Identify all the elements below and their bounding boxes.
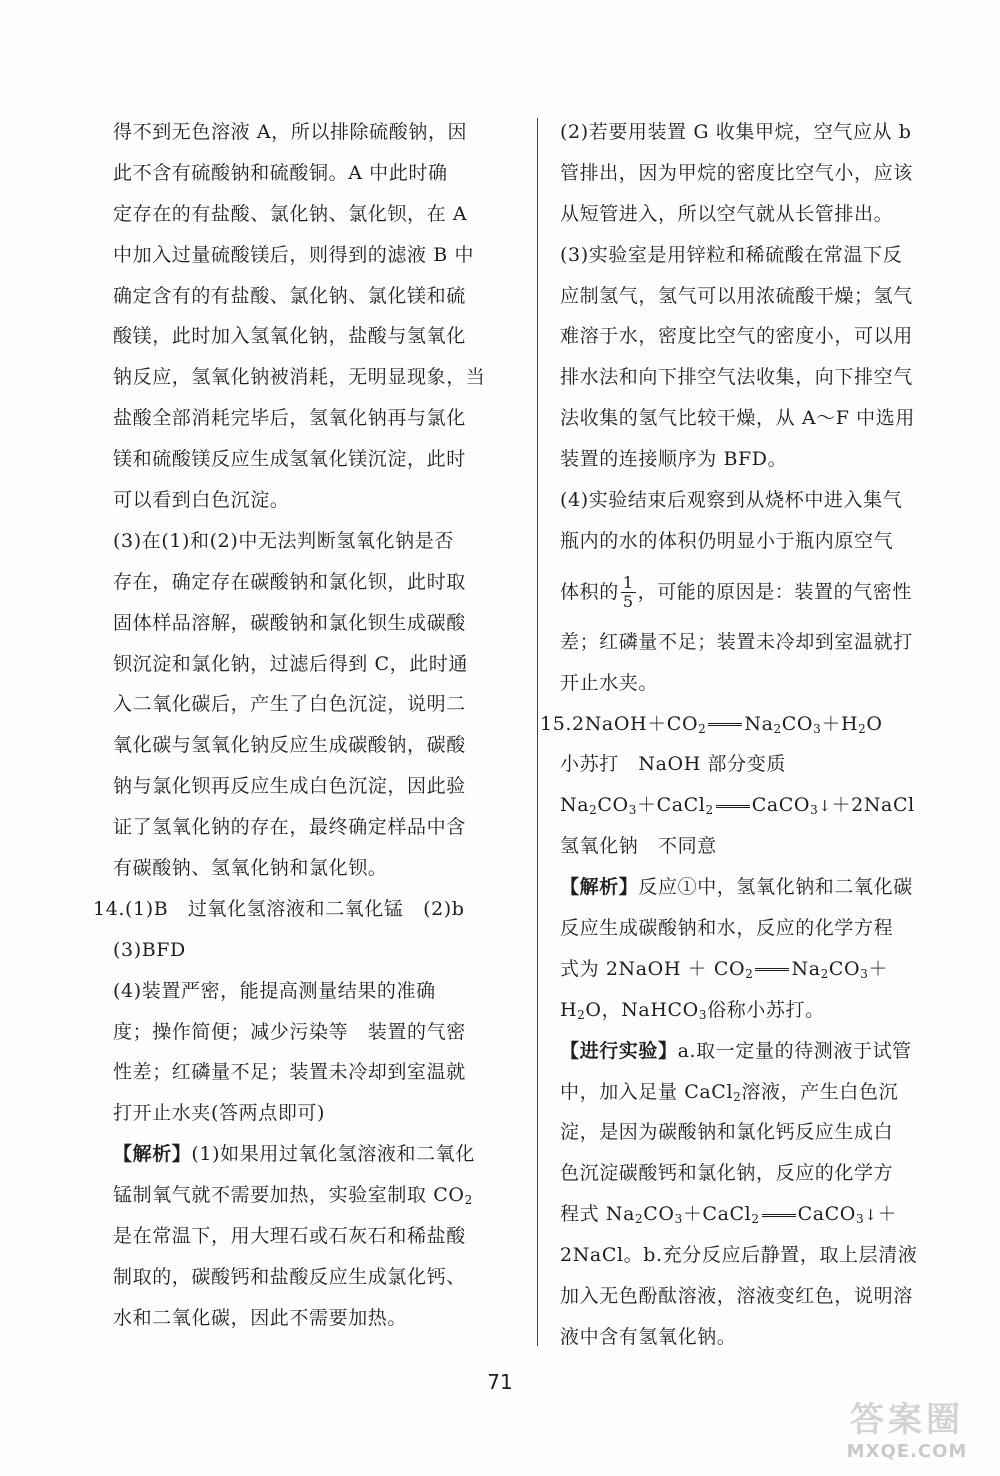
- text-line: 排水法和向下排空气法收集，向下排空气: [560, 366, 913, 389]
- experiment-tag: 【进行实验】: [560, 1039, 678, 1062]
- text-line: 中，加入足量 CaCl$_2$溶液，产生白色沉: [560, 1080, 899, 1104]
- text-line: 开止水夹。: [560, 671, 659, 694]
- equation-equals-sign: [708, 723, 742, 726]
- precipitate-arrow-icon: ↓: [864, 1206, 878, 1225]
- text-line: 瓶内的水的体积仍明显小于瓶内原空气: [560, 529, 894, 552]
- question-15-equation: $15.2NaOH+CO_2$ $Na_2CO_3+H_2O$: [540, 712, 883, 736]
- text-line: 管排出，因为甲烷的密度比空气小，应该: [560, 161, 913, 184]
- text-line: 法收集的氢气比较干燥，从 A～F 中选用: [560, 407, 915, 430]
- text-line: (3)BFD: [113, 938, 186, 961]
- text-line: 可以看到白色沉淀。: [113, 489, 290, 512]
- text-line: 制取的，碳酸钙和盐酸反应生成氯化钙、: [113, 1265, 466, 1288]
- text-line: (4)装置严密，能提高测量结果的准确: [113, 979, 436, 1002]
- equation-line: 程式 $Na_2CO_3+CaCl_2$ CaCO$_3$↓＋: [560, 1203, 897, 1227]
- text-line: 存在，确定存在碳酸钠和氯化钡，此时取: [113, 570, 466, 593]
- left-column: [93, 112, 503, 1339]
- analysis-line: 【解析】(1)如果用过氧化氢溶液和二氧化: [113, 1143, 475, 1166]
- right-column: [540, 112, 956, 1358]
- text-line: 色沉淀碳酸钙和氯化钠，反应的化学方: [560, 1162, 894, 1185]
- text-line: 钡沉淀和氯化钠，过滤后得到 C，此时通: [113, 652, 468, 675]
- fraction-line: 体积的 $\frac{1}{5}$ ，可能的原因是：装置的气密性: [560, 573, 912, 612]
- text-line: 反应生成碳酸钠和水，反应的化学方程: [560, 917, 894, 940]
- watermark-logo: 答案圈: [850, 1400, 964, 1440]
- text-line: 是在常温下，用大理石或石灰石和稀盐酸: [113, 1225, 466, 1248]
- text-line: 此不含有硫酸钠和硫酸铜。A 中此时确: [113, 161, 448, 184]
- text-line: 度；操作简便；减少污染等 装置的气密: [113, 1020, 466, 1043]
- analysis-tag: 【解析】: [560, 876, 639, 899]
- equation-line: 式为 2NaOH ＋ $CO_2$ $Na_2CO_3+$: [560, 957, 889, 981]
- watermark-site: MXQE.COM: [846, 1441, 968, 1462]
- text-line: 固体样品溶解，碳酸钠和氯化钡生成碳酸: [113, 611, 466, 634]
- text-line: 镁和硫酸镁反应生成氢氧化镁沉淀，此时: [113, 448, 466, 471]
- text-line: 氧化碳与氢氧化钠反应生成碳酸钠，碳酸: [113, 734, 466, 757]
- text-line: 锰制氧气就不需要加热，实验室制取 $CO_2$: [113, 1184, 473, 1208]
- text-line: 酸镁，此时加入氢氧化钠，盐酸与氢氧化: [113, 325, 466, 348]
- page-number: 71: [487, 1370, 513, 1394]
- text-line: 确定含有的有盐酸、氯化钠、氯化镁和硫: [113, 284, 466, 307]
- text-line: (3)实验室是用锌粒和稀硫酸在常温下反: [560, 243, 903, 266]
- equation-equals-sign: [762, 1214, 796, 1217]
- text-line: 装置的连接顺序为 BFD。: [560, 448, 788, 471]
- equation-equals-sign: [755, 968, 789, 971]
- text-line: 氢氧化钠 不同意: [560, 835, 717, 858]
- text-line: (3)在(1)和(2)中无法判断氢氧化钠是否: [113, 529, 454, 552]
- text-line: 证了氢氧化钠的存在，最终确定样品中含: [113, 816, 466, 839]
- fraction-one-fifth: $\frac{1}{5}$: [622, 573, 634, 612]
- text-line: 水和二氧化碳，因此不需要加热。: [113, 1306, 408, 1329]
- text-line: 淀，是因为碳酸钠和氯化钙反应生成白: [560, 1121, 894, 1144]
- text-line: 液中含有氢氧化钠。: [560, 1325, 737, 1348]
- text-line: 小苏打 NaOH 部分变质: [560, 753, 786, 776]
- text-line: 从短管进入，所以空气就从长管排出。: [560, 202, 894, 225]
- text-line: $H_2O$，NaHCO$_3$俗称小苏打。: [560, 998, 825, 1022]
- text-line: 加入无色酚酞溶液，溶液变红色，说明溶: [560, 1285, 913, 1308]
- experiment-line: 【进行实验】a.取一定量的待测液于试管: [560, 1039, 912, 1062]
- analysis-line: 【解析】反应①中，氢氧化钠和二氧化碳: [560, 876, 913, 899]
- text-line: 差；红磷量不足；装置未冷却到室温就打: [560, 630, 913, 653]
- text-line: 打开止水夹(答两点即可): [113, 1102, 326, 1125]
- text-line: 应制氢气，氢气可以用浓硫酸干燥；氢气: [560, 284, 913, 307]
- analysis-tag: 【解析】: [113, 1143, 192, 1166]
- text-line: 钠与氯化钡再反应生成白色沉淀，因此验: [113, 775, 466, 798]
- equation-equals-sign: [716, 805, 750, 808]
- text-line: 入二氧化碳后，产生了白色沉淀，说明二: [113, 693, 466, 716]
- text-line: 钠反应，氢氧化钠被消耗，无明显现象，当: [113, 366, 486, 389]
- text-line: 定存在的有盐酸、氯化钠、氯化钡，在 A: [113, 202, 468, 225]
- text-line: (4)实验结束后观察到从烧杯中进入集气: [560, 489, 903, 512]
- question-14-answer: 14.(1)B 过氧化氢溶液和二氧化锰 (2)b: [93, 897, 465, 920]
- text-line: 2NaCl。b.充分反应后静置，取上层清液: [560, 1244, 918, 1267]
- text-line: 难溶于水，密度比空气的密度小，可以用: [560, 325, 913, 348]
- equation-line: $Na_2CO_3+CaCl_2$ CaCO$_3$↓＋2NaCl: [560, 794, 915, 818]
- watermark: [832, 1392, 982, 1462]
- text-line: 中加入过量硫酸镁后，则得到的滤液 B 中: [113, 243, 475, 266]
- text-line: 盐酸全部消耗完毕后，氢氧化钠再与氯化: [113, 407, 466, 430]
- text-line: 得不到无色溶液 A，所以排除硫酸钠，因: [113, 121, 468, 143]
- text-line: 性差；红磷量不足；装置未冷却到室温就: [113, 1061, 466, 1084]
- precipitate-arrow-icon: ↓: [818, 797, 832, 816]
- text-line: (2)若要用装置 G 收集甲烷，空气应从 b: [560, 121, 912, 143]
- text-line: 有碳酸钠、氢氧化钠和氯化钡。: [113, 857, 388, 880]
- column-divider: [537, 118, 538, 1346]
